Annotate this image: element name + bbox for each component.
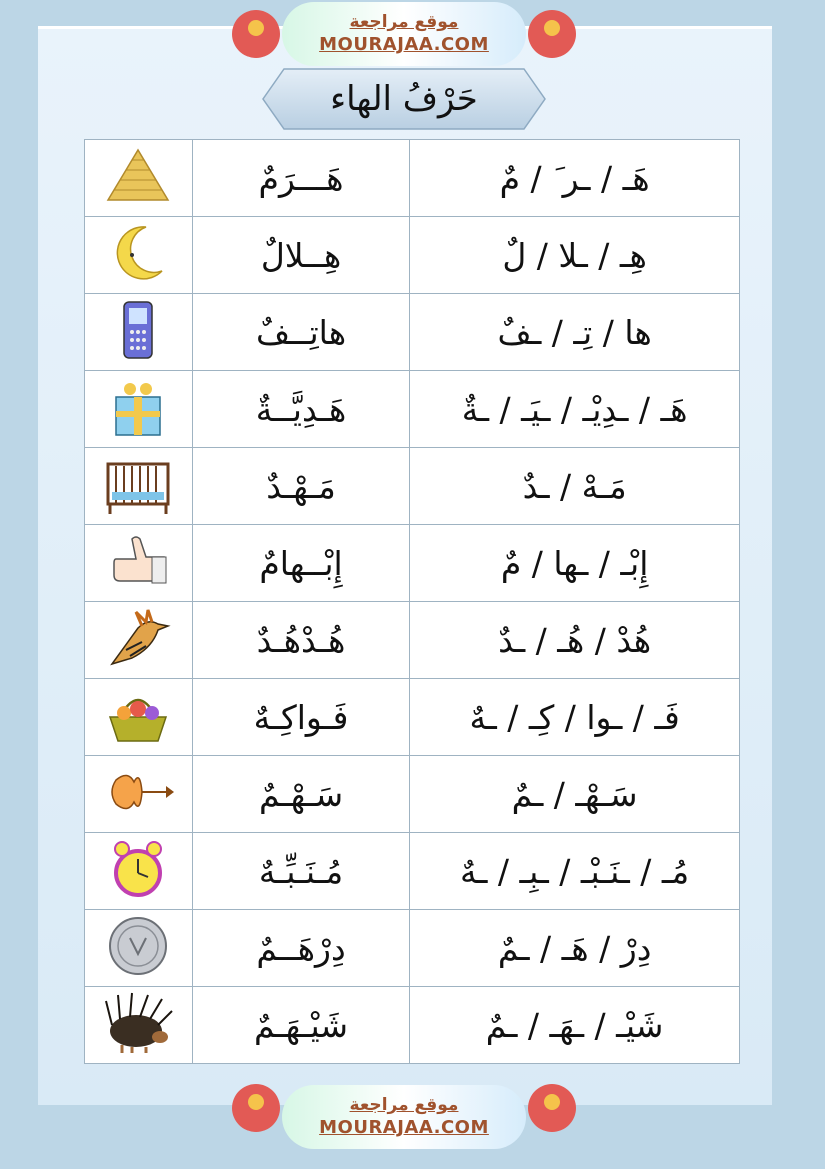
picture-cell <box>85 371 193 448</box>
moon-icon <box>102 221 174 285</box>
syllables-text: مَـهْ / ـدٌ <box>522 466 627 506</box>
table-row <box>85 679 740 756</box>
coin-icon <box>102 914 174 978</box>
syllables-text: ها / تِـ / ـفٌ <box>497 312 652 352</box>
page-title: حَرْفُ الهاء <box>330 79 478 119</box>
picture-cell <box>85 756 193 833</box>
syllables-cell <box>410 679 740 756</box>
word-text: هُـدْهُـدٌ <box>256 620 346 660</box>
syllables-cell <box>410 294 740 371</box>
word-text: هَـدِيَّــةٌ <box>255 389 347 429</box>
table-row <box>85 987 740 1064</box>
word-cell <box>192 217 409 294</box>
table-row <box>85 910 740 987</box>
table-row <box>85 756 740 833</box>
syllables-text: هَـ / ـدِيْـ / ـيَـ / ـةٌ <box>461 389 688 429</box>
table-row <box>85 448 740 525</box>
syllables-cell <box>410 525 740 602</box>
site-url: MOURAJAA.COM <box>319 34 489 55</box>
word-cell <box>192 910 409 987</box>
alarm-clock-icon <box>102 837 174 901</box>
site-logo-left-icon <box>232 10 280 58</box>
phone-icon <box>102 298 174 362</box>
site-banner-bottom[interactable] <box>282 1085 526 1149</box>
word-text: إِبْــهامٌ <box>259 543 343 583</box>
site-logo-right-bottom-icon <box>528 1084 576 1132</box>
table-row <box>85 140 740 217</box>
word-cell <box>192 833 409 910</box>
picture-cell <box>85 294 193 371</box>
word-text: مُـنَـبِّـهٌ <box>258 851 344 891</box>
table-row <box>85 602 740 679</box>
word-text: هَـــرَمٌ <box>258 158 344 198</box>
thumb-icon <box>102 529 174 593</box>
word-cell <box>192 756 409 833</box>
hoopoe-icon <box>102 606 174 670</box>
crib-icon <box>102 452 174 516</box>
site-name-arabic: موقع مراجعة <box>349 12 459 32</box>
picture-cell <box>85 987 193 1064</box>
picture-cell <box>85 140 193 217</box>
gift-icon <box>102 375 174 439</box>
word-text: شَيْـهَـمٌ <box>253 1005 349 1045</box>
word-cell <box>192 987 409 1064</box>
syllables-cell <box>410 217 740 294</box>
syllables-text: فَـ / ـوا / كِـ / ـهٌ <box>469 697 680 737</box>
word-cell <box>192 679 409 756</box>
word-text: هاتِــفٌ <box>255 312 347 352</box>
arrow-icon <box>102 760 174 824</box>
syllables-cell <box>410 371 740 448</box>
site-name-arabic-bottom: موقع مراجعة <box>349 1095 459 1115</box>
word-text: فَـواكِـهٌ <box>253 697 349 737</box>
word-cell <box>192 140 409 217</box>
site-logo-left-bottom-icon <box>232 1084 280 1132</box>
table-row <box>85 294 740 371</box>
fruit-basket-icon <box>102 683 174 747</box>
site-url-bottom: MOURAJAA.COM <box>319 1117 489 1138</box>
syllables-text: شَيْـ / ـهَـ / ـمٌ <box>485 1005 664 1045</box>
syllables-cell <box>410 602 740 679</box>
syllables-text: دِرْ / هَـ / ـمٌ <box>497 928 652 968</box>
table-row <box>85 371 740 448</box>
table-row <box>85 217 740 294</box>
porcupine-icon <box>102 991 174 1055</box>
word-cell <box>192 525 409 602</box>
picture-cell <box>85 217 193 294</box>
picture-cell <box>85 602 193 679</box>
syllables-cell <box>410 448 740 525</box>
syllables-text: سَـهْـ / ـمٌ <box>511 774 638 814</box>
syllables-cell <box>410 910 740 987</box>
syllables-text: هِـ / ـلا / لٌ <box>502 235 647 275</box>
word-text: هِــلالٌ <box>260 235 342 275</box>
picture-cell <box>85 833 193 910</box>
picture-cell <box>85 910 193 987</box>
syllables-cell <box>410 756 740 833</box>
syllables-text: مُـ / ـنَـبْـ / ـبِـ / ـهٌ <box>460 851 690 891</box>
picture-cell <box>85 679 193 756</box>
syllables-cell <box>410 833 740 910</box>
syllables-text: إِبْـ / ـها / مٌ <box>500 543 649 583</box>
site-logo-right-icon <box>528 10 576 58</box>
word-cell <box>192 602 409 679</box>
table-row <box>85 525 740 602</box>
word-cell <box>192 294 409 371</box>
table-row <box>85 833 740 910</box>
letter-table <box>84 139 740 1064</box>
site-banner-top[interactable] <box>282 2 526 66</box>
picture-cell <box>85 525 193 602</box>
word-text: مَـهْـدٌ <box>266 466 336 506</box>
pyramid-icon <box>102 144 174 208</box>
picture-cell <box>85 448 193 525</box>
syllables-cell <box>410 987 740 1064</box>
word-text: سَـهْـمٌ <box>258 774 344 814</box>
word-text: دِرْهَــمٌ <box>256 928 346 968</box>
word-cell <box>192 371 409 448</box>
syllables-text: هَـ / ـر َ / مٌ <box>499 158 650 198</box>
syllables-cell <box>410 140 740 217</box>
syllables-text: هُدْ / هُـ / ـدٌ <box>498 620 652 660</box>
word-cell <box>192 448 409 525</box>
